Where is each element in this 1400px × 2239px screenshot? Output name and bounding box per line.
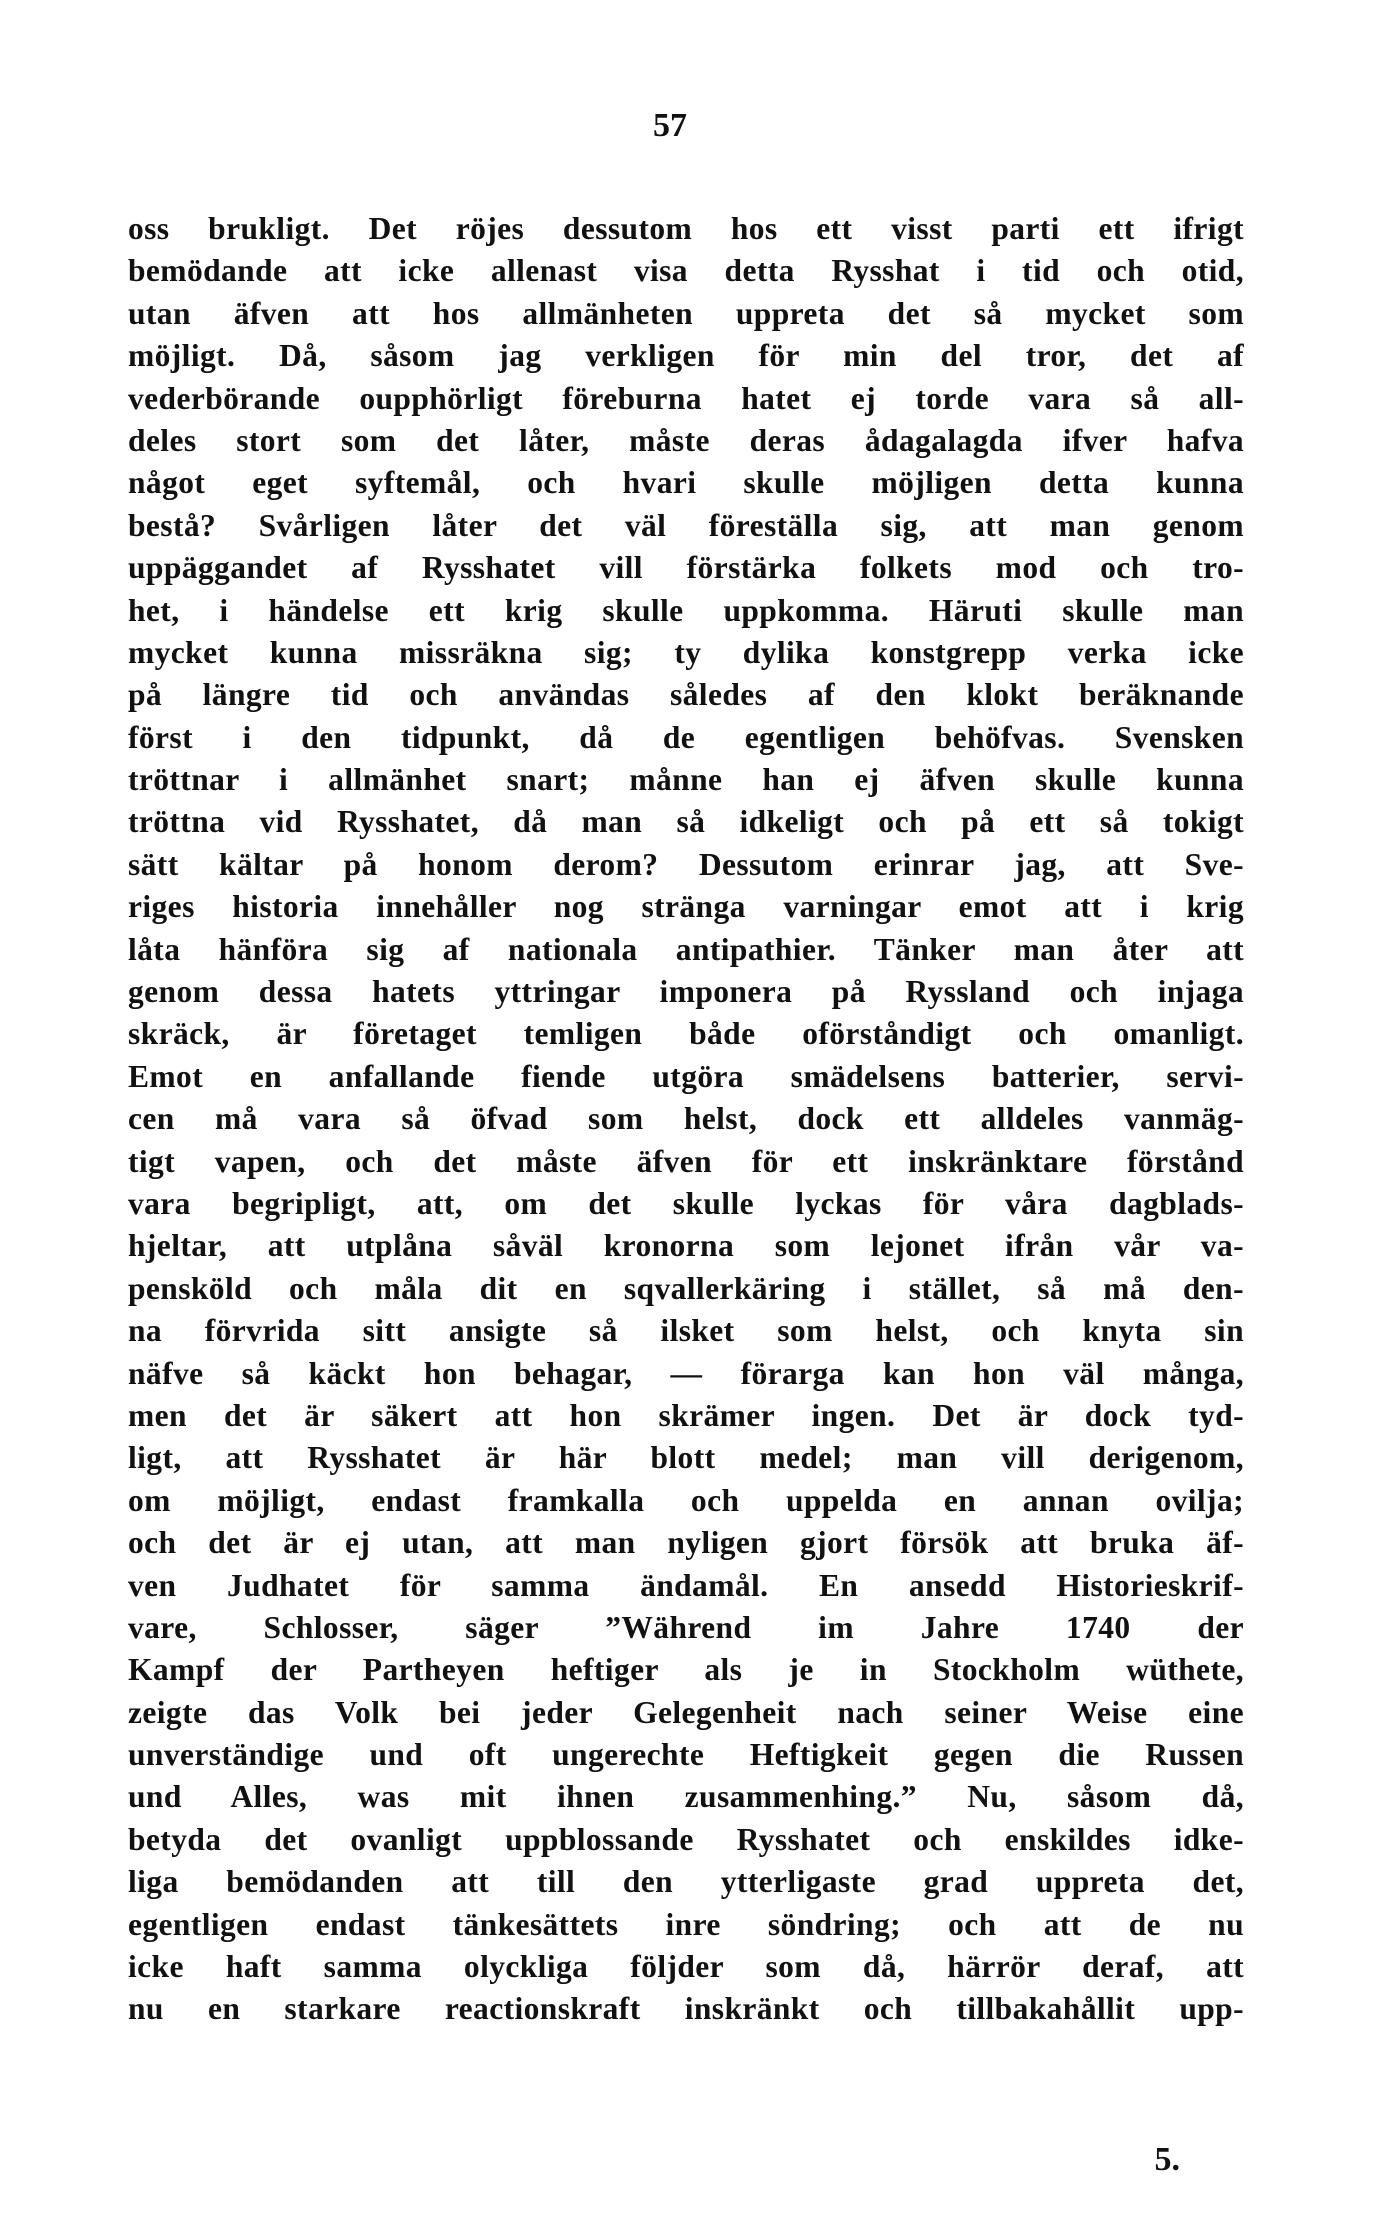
text-line: utan äfven att hos allmänheten uppreta det så mycket som	[128, 295, 1244, 331]
text-line: oss brukligt. Det röjes dessutom hos ett visst parti ett ifrigt	[128, 211, 1244, 246]
text-line: hjeltar, att utplåna såväl kronorna som lejonet ifrån vår va-	[128, 1228, 1244, 1264]
text-line: nu en starkare reactionskraft inskränkt och tillbakahållit upp-	[128, 1991, 1244, 2027]
text-line: vara begripligt, att, om det skulle lyckas för våra dagblads-	[128, 1185, 1244, 1221]
text-line: tigt vapen, och det måste äfven för ett inskränktare förstånd	[128, 1143, 1244, 1179]
page-number: 57	[653, 107, 687, 144]
text-line: tröttna vid Rysshatet, då man så idkeligt och på ett så tokigt	[128, 804, 1244, 840]
signature-mark: 5.	[1154, 2141, 1180, 2178]
text-line: först i den tidpunkt, då de egentligen behöfvas. Svensken	[128, 719, 1244, 755]
text-line: egentligen endast tänkesättets inre söndring; och att de nu	[128, 1906, 1244, 1942]
text-line: något eget syftemål, och hvari skulle möjligen detta kunna	[128, 465, 1244, 501]
text-line: na förvrida sitt ansigte så ilsket som helst, och knyta sin	[128, 1313, 1244, 1349]
body-text	[128, 208, 1244, 2031]
text-line: näfve så käckt hon behagar, — förarga kan hon väl många,	[128, 1355, 1244, 1391]
text-line: uppäggandet af Rysshatet vill förstärka folkets mod och tro-	[128, 550, 1244, 586]
text-line: tröttnar i allmänhet snart; månne han ej äfven skulle kunna	[128, 762, 1244, 798]
text-line: zeigte das Volk bei jeder Gelegenheit nach seiner Weise eine	[128, 1694, 1244, 1730]
text-line: vederbörande oupphörligt föreburna hatet ej torde vara så all-	[128, 380, 1244, 416]
text-line: liga bemödanden att till den ytterligaste grad uppreta det,	[128, 1864, 1244, 1900]
text-line: bemödande att icke allenast visa detta Rysshat i tid och otid,	[128, 253, 1244, 289]
text-line: und Alles, was mit ihnen zusammenhing.” Nu, såsom då,	[128, 1779, 1244, 1815]
text-line: unverständige und oft ungerechte Heftigkeit gegen die Russen	[128, 1737, 1244, 1773]
text-line: låta hänföra sig af nationala antipathier. Tänker man åter att	[128, 931, 1244, 967]
text-line: riges historia innehåller nog stränga varningar emot att i krig	[128, 889, 1244, 925]
text-line: möjligt. Då, såsom jag verkligen för min del tror, det af	[128, 338, 1244, 374]
text-line: om möjligt, endast framkalla och uppelda en annan ovilja;	[128, 1482, 1244, 1518]
text-line: het, i händelse ett krig skulle uppkomma. Häruti skulle man	[128, 592, 1244, 628]
text-line: icke haft samma olyckliga följder som då, härrör deraf, att	[128, 1949, 1244, 1985]
text-line: deles stort som det låter, måste deras ådagalagda ifver hafva	[128, 422, 1244, 458]
text-line: cen må vara så öfvad som helst, dock ett alldeles vanmäg-	[128, 1101, 1244, 1137]
text-line: på längre tid och användas således af den klokt beräknande	[128, 677, 1244, 713]
text-line: sätt kältar på honom derom? Dessutom erinrar jag, att Sve-	[128, 846, 1244, 882]
text-line: men det är säkert att hon skrämer ingen. Det är dock tyd-	[128, 1397, 1244, 1433]
text-line: Kampf der Partheyen heftiger als je in Stockholm wüthete,	[128, 1652, 1244, 1688]
text-line: Emot en anfallande fiende utgöra smädelsens batterier, servi-	[128, 1058, 1244, 1094]
text-line: genom dessa hatets yttringar imponera på Ryssland och injaga	[128, 974, 1244, 1010]
text-line: bestå? Svårligen låter det väl föreställa sig, att man genom	[128, 507, 1244, 543]
text-line: vare, Schlosser, säger ”Während im Jahre 1740 der	[128, 1609, 1244, 1645]
text-line: betyda det ovanligt uppblossande Rysshatet och enskildes idke-	[128, 1821, 1244, 1857]
text-line: ven Judhatet för samma ändamål. En ansedd Historieskrif-	[128, 1567, 1244, 1603]
text-line: mycket kunna missräkna sig; ty dylika konstgrepp verka icke	[128, 634, 1244, 670]
text-line: och det är ej utan, att man nyligen gjort försök att bruka äf-	[128, 1525, 1244, 1561]
text-line: pensköld och måla dit en sqvallerkäring i stället, så må den-	[128, 1270, 1244, 1306]
text-line: ligt, att Rysshatet är här blott medel; man vill derigenom,	[128, 1440, 1244, 1476]
text-line: skräck, är företaget temligen både oförståndigt och omanligt.	[128, 1016, 1244, 1052]
